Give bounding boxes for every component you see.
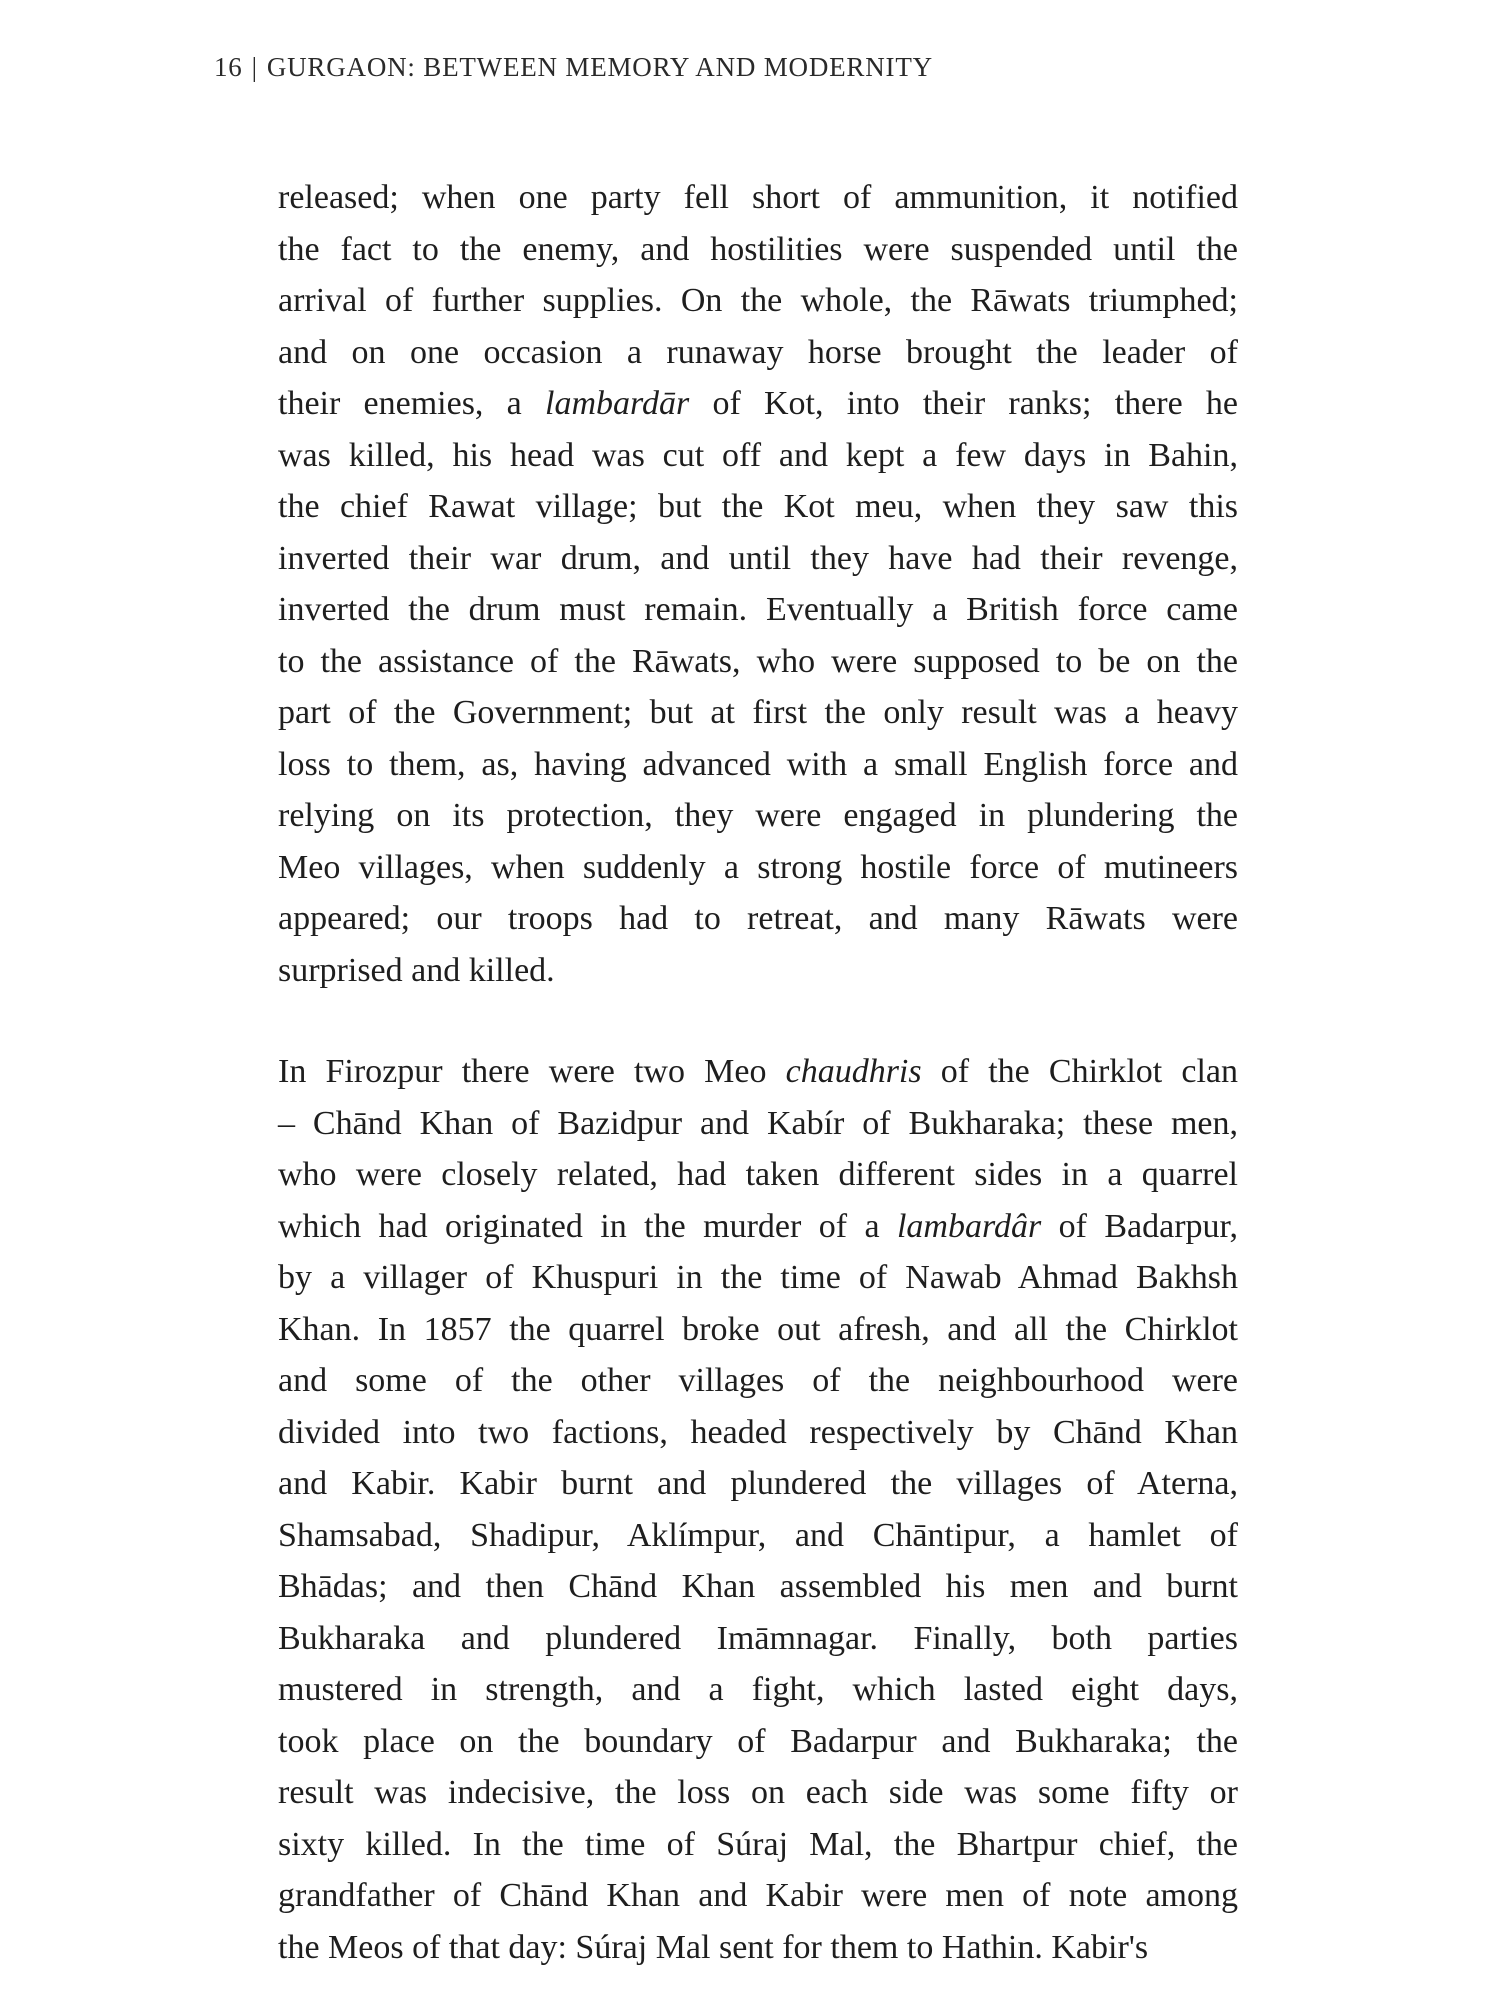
text-line: inverted their war drum, and until they have had their revenge, xyxy=(278,539,1238,577)
text-segment: of Kot, into their ranks; there he xyxy=(689,385,1238,422)
italic-term: lambardâr xyxy=(896,1207,1042,1245)
text-line: loss to them, as, having advanced with a small English force and xyxy=(278,745,1238,783)
italic-term: chaudhris xyxy=(785,1053,922,1090)
text-line: mustered in strength, and a fight, which lasted eight days, xyxy=(278,1671,1238,1708)
paragraph-1 xyxy=(278,172,1238,996)
text-line: Meo villages, when suddenly a strong hostile force of mutineers xyxy=(278,848,1238,886)
text-line: result was indecisive, the loss on each side was some fifty or xyxy=(278,1774,1238,1811)
text-line: part of the Government; but at first the only result was a heavy xyxy=(278,694,1238,731)
text-segment: their enemies, a xyxy=(278,385,545,422)
text-line: and some of the other villages of the neighbourhood were xyxy=(278,1362,1238,1399)
text-line: arrival of further supplies. On the whole, the Rāwats triumphed; xyxy=(278,282,1238,319)
text-line: – Chānd Khan of Bazidpur and Kabír of Bukharaka; these men, xyxy=(278,1104,1238,1142)
text-line: the chief Rawat village; but the Kot meu, when they saw this xyxy=(278,488,1238,525)
text-line: took place on the boundary of Badarpur and Bukharaka; the xyxy=(278,1722,1238,1760)
text-line: and on one occasion a runaway horse brought the leader of xyxy=(278,333,1238,371)
text-line: Bukharaka and plundered Imāmnagar. Finally, both parties xyxy=(278,1619,1238,1657)
text-line: was killed, his head was cut off and kept a few days in Bahin, xyxy=(278,436,1238,474)
text-segment: In Firozpur there were two Meo xyxy=(278,1053,786,1090)
text-line xyxy=(278,1046,1238,1098)
text-line: surprised and killed. xyxy=(278,951,555,989)
text-line: Shamsabad, Shadipur, Aklímpur, and Chāntipur, a hamlet of xyxy=(278,1516,1238,1554)
text-line: released; when one party fell short of ammunition, it notified xyxy=(278,179,1238,216)
text-line xyxy=(278,1201,1238,1253)
text-segment: of the Chirklot clan xyxy=(921,1053,1239,1090)
text-line: sixty killed. In the time of Súraj Mal, the Bhartpur chief, the xyxy=(278,1825,1238,1863)
text-line: and Kabir. Kabir burnt and plundered the villages of Aterna, xyxy=(278,1465,1238,1502)
book-title: GURGAON: BETWEEN MEMORY AND MODERNITY xyxy=(266,52,933,82)
text-line: Khan. In 1857 the quarrel broke out afresh, and all the Chirklot xyxy=(278,1310,1238,1348)
text-segment: of Badarpur, xyxy=(1041,1207,1238,1245)
page-number: 16 xyxy=(214,52,243,82)
text-line: appeared; our troops had to retreat, and many Rāwats were xyxy=(278,900,1238,937)
text-line: Bhādas; and then Chānd Khan assembled his men and burnt xyxy=(278,1568,1238,1605)
text-line: to the assistance of the Rāwats, who were supposed to be on the xyxy=(278,642,1238,680)
paragraph-2 xyxy=(278,1046,1238,1973)
italic-term: lambardār xyxy=(545,385,690,422)
header-separator: | xyxy=(251,52,258,82)
text-line: relying on its protection, they were engaged in plundering the xyxy=(278,797,1238,834)
text-line: by a villager of Khuspuri in the time of Nawab Ahmad Bakhsh xyxy=(278,1259,1238,1296)
text-line: who were closely related, had taken different sides in a quarrel xyxy=(278,1156,1238,1193)
text-segment: which had originated in the murder of a xyxy=(278,1207,897,1245)
text-line: the Meos of that day: Súraj Mal sent for them to Hathin. Kabir's xyxy=(278,1928,1149,1966)
text-line: the fact to the enemy, and hostilities were suspended until the xyxy=(278,230,1238,268)
text-line xyxy=(278,378,1238,430)
running-header xyxy=(214,52,933,83)
text-line: divided into two factions, headed respectively by Chānd Khan xyxy=(278,1413,1238,1451)
text-line: grandfather of Chānd Khan and Kabir were men of note among xyxy=(278,1877,1238,1914)
text-line: inverted the drum must remain. Eventually a British force came xyxy=(278,591,1238,628)
